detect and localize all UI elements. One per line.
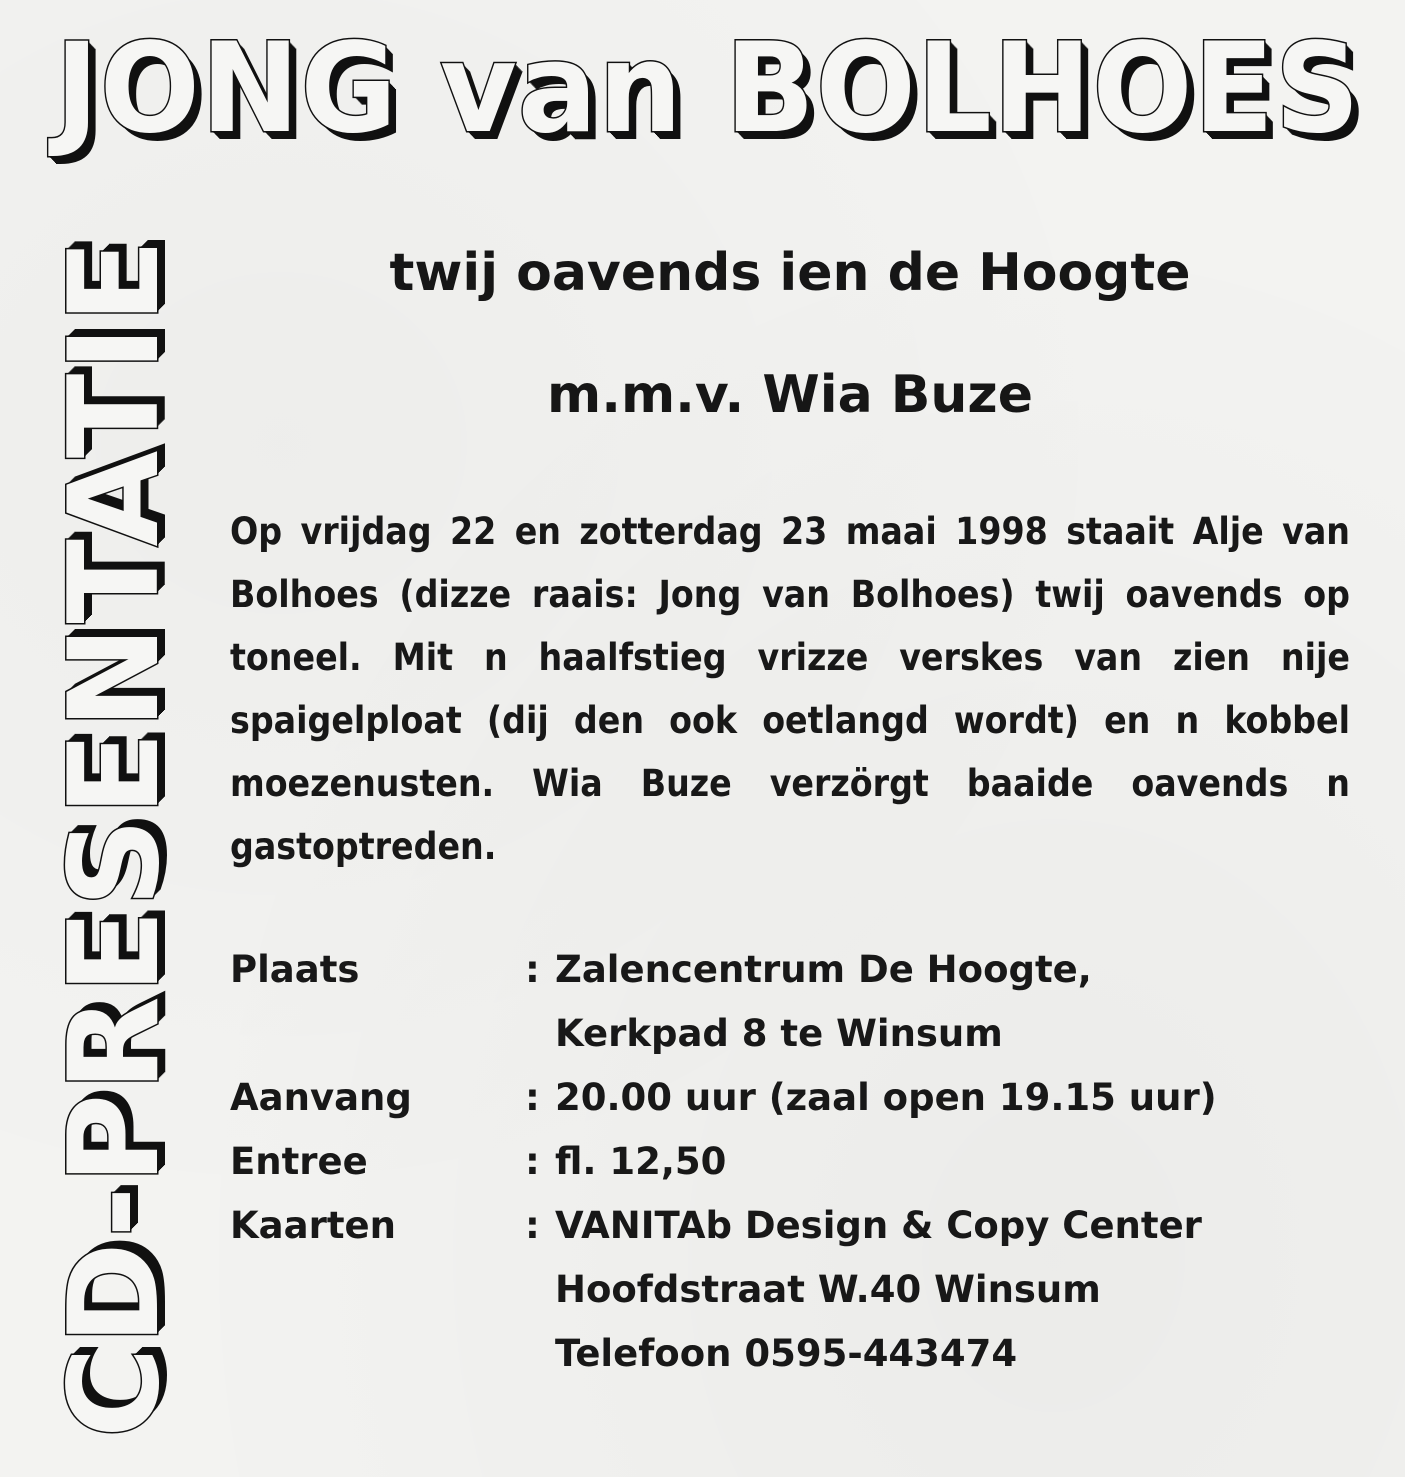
detail-separator: : xyxy=(525,1204,540,1247)
detail-value-aanvang: 20.00 uur (zaal open 19.15 uur) xyxy=(555,1076,1217,1119)
detail-row-plaats xyxy=(230,938,1350,1002)
detail-label-empty xyxy=(230,1322,525,1386)
detail-value-kaarten-3: Telefoon 0595-443474 xyxy=(555,1332,1018,1375)
detail-row-aanvang xyxy=(230,1066,1350,1130)
detail-separator-empty xyxy=(525,1002,555,1066)
detail-value-entree: fl. 12,50 xyxy=(555,1140,727,1183)
detail-value-plaats-1: Zalencentrum De Hoogte, xyxy=(555,948,1092,991)
vertical-label: CD-PRESENTATIE xyxy=(43,236,187,1439)
detail-row-kaarten xyxy=(230,1194,1350,1258)
detail-separator-empty xyxy=(525,1322,555,1386)
detail-value-kaarten-1: VANITAb Design & Copy Center xyxy=(555,1204,1202,1247)
vertical-label-container xyxy=(40,205,190,1470)
headline-title: JONG van BOLHOES xyxy=(55,17,1361,161)
detail-label-plaats: Plaats xyxy=(230,948,360,991)
event-details xyxy=(230,938,1350,1386)
detail-row-plaats-cont xyxy=(230,1002,1350,1066)
detail-label-aanvang: Aanvang xyxy=(230,1076,412,1119)
body-paragraph: Op vrijdag 22 en zotterdag 23 maai 1998 staait Alje van Bolhoes (dizze raais: Jong van Bolhoes) twij oavends op toneel. Mit n haalfstieg vrizze verskes van zien nije spaigelploat (dij den ook oetlangd wordt) en n kobbel moezenusten. Wia Buze verzörgt baaide oavends n gastoptreden. xyxy=(230,510,1350,868)
detail-label-kaarten: Kaarten xyxy=(230,1204,396,1247)
detail-separator: : xyxy=(525,1140,540,1183)
detail-separator: : xyxy=(525,948,540,991)
detail-label-entree: Entree xyxy=(230,1140,368,1183)
detail-value-kaarten-2: Hoofdstraat W.40 Winsum xyxy=(555,1268,1101,1311)
detail-row-entree xyxy=(230,1130,1350,1194)
detail-label-empty xyxy=(230,1002,525,1066)
detail-label-empty xyxy=(230,1258,525,1322)
subtitle-line-1: twij oavends ien de Hoogte xyxy=(389,243,1191,303)
subtitle-line-2: m.m.v. Wia Buze xyxy=(547,365,1033,425)
detail-row-kaarten-cont-1 xyxy=(230,1258,1350,1322)
detail-row-kaarten-cont-2 xyxy=(230,1322,1350,1386)
detail-value-plaats-2: Kerkpad 8 te Winsum xyxy=(555,1012,1003,1055)
detail-separator: : xyxy=(525,1076,540,1119)
detail-separator-empty xyxy=(525,1258,555,1322)
